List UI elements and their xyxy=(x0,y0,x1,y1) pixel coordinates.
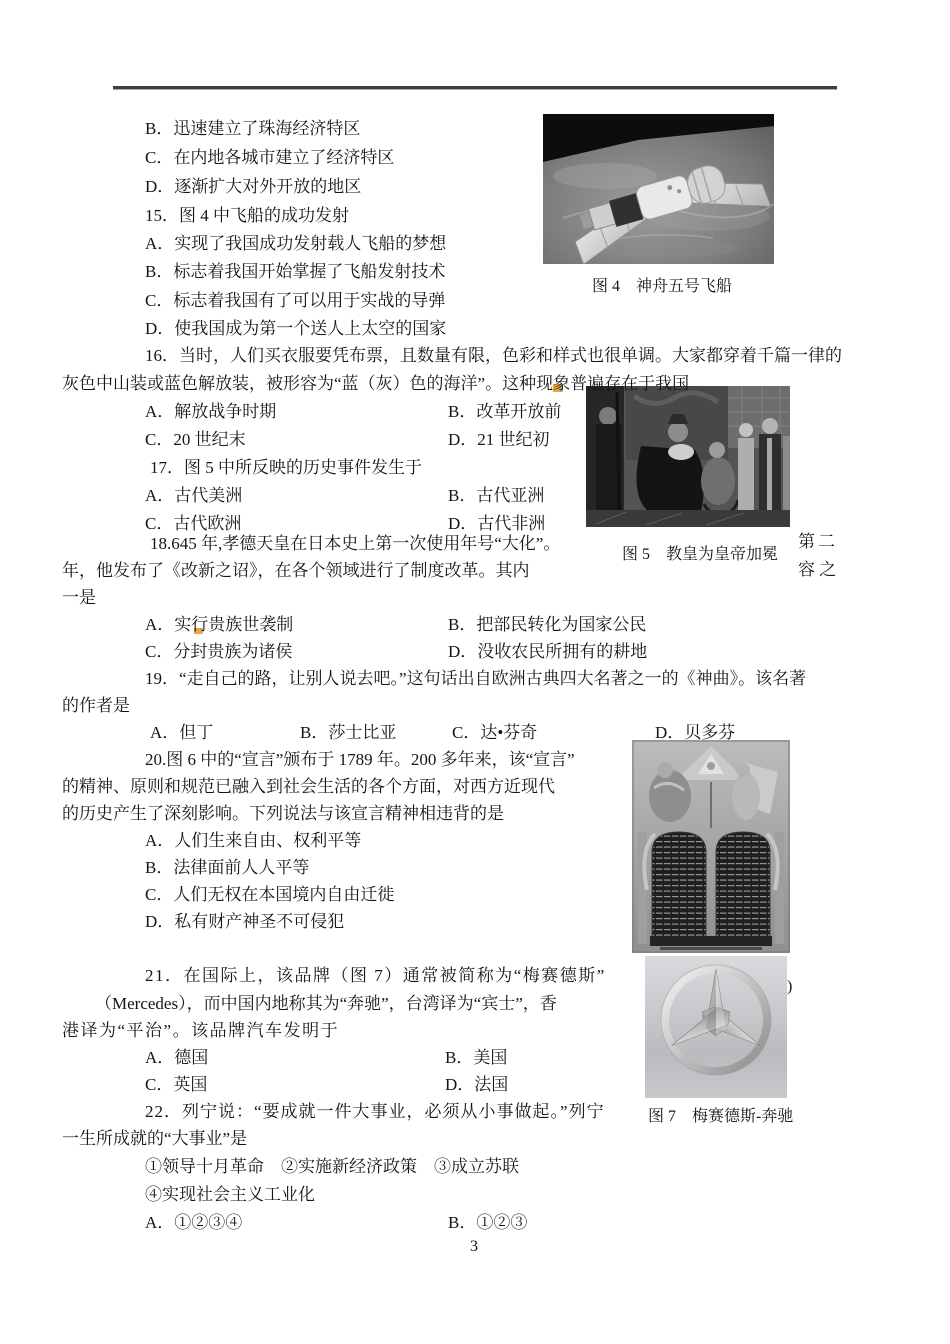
figure4-caption: 图 4 神舟五号飞船 xyxy=(592,278,733,295)
q22-stem-line1: 22．列宁说：“要成就一件大事业，必须从小事做起。”列宁 xyxy=(145,1102,605,1121)
q20-stem-line1: 20.图 6 中的“宣言”颁布于 1789 年。200 多年来，该“宣言” xyxy=(145,750,575,769)
q19-option-c: C．达•芬奇 xyxy=(452,723,538,742)
q16-option-d: D．21 世纪初 xyxy=(448,430,550,449)
q16-option-c: C．20 世纪末 xyxy=(145,430,246,449)
q18-option-c: C．分封贵族为诸侯 xyxy=(145,642,293,661)
q18-option-a: A．实行贵族世袭制 xyxy=(145,615,294,634)
q18-option-b: B．把部民转化为国家公民 xyxy=(448,615,647,634)
page-number: 3 xyxy=(470,1238,478,1255)
figure5-coronation-painting-image xyxy=(586,386,790,527)
q19-option-d: D．贝多芬 xyxy=(655,723,736,742)
q22-option-a: A．①②③④ xyxy=(145,1213,243,1232)
q14-option-b: B．迅速建立了珠海经济特区 xyxy=(145,119,361,138)
q15-stem: 15．图 4 中飞船的成功发射 xyxy=(145,206,349,225)
q21-stem-line2: （Mercedes），而中国内地称其为“奔驰”，台湾译为“宾士”，香 xyxy=(95,994,557,1013)
q14-option-d: D．逐渐扩大对外开放的地区 xyxy=(145,177,362,196)
q20-option-b: B．法律面前人人平等 xyxy=(145,858,310,877)
q17-option-b: B．古代亚洲 xyxy=(448,486,545,505)
q21-option-b: B．美国 xyxy=(445,1048,508,1067)
q21-stem-line3: 港译为“平治”。该品牌汽车发明于 xyxy=(62,1021,340,1040)
q19-option-b: B．莎士比亚 xyxy=(300,723,397,742)
q18-option-d: D．没收农民所拥有的耕地 xyxy=(448,642,648,661)
q22-stem-line2: 一生所成就的“大事业”是 xyxy=(62,1129,248,1148)
q17-option-a: A．古代美洲 xyxy=(145,486,243,505)
q15-option-a: A．实现了我国成功发射载人飞船的梦想 xyxy=(145,234,447,253)
q22-items-line2: ④实现社会主义工业化 xyxy=(145,1185,315,1204)
q21-option-a: A．德国 xyxy=(145,1048,209,1067)
q18-stem-line2-cont: 容 之 xyxy=(798,560,837,579)
q16-option-a: A．解放战争时期 xyxy=(145,402,277,421)
q19-stem-line1: 19．“走自己的路，让别人说去吧。”这句话出自欧洲古典四大名著之一的《神曲》。该名著 xyxy=(145,669,807,688)
q18-stem-line3: 一是 xyxy=(62,588,96,607)
q22-option-b: B．①②③ xyxy=(448,1213,528,1232)
q14-option-c: C．在内地各城市建立了经济特区 xyxy=(145,148,395,167)
q18-stem-line2: 年，他发布了《改新之诏》，在各个领域进行了制度改革。其内 xyxy=(62,561,530,580)
q19-option-a: A．但丁 xyxy=(150,723,214,742)
q17-option-c: C．古代欧洲 xyxy=(145,514,242,533)
q20-option-d: D．私有财产神圣不可侵犯 xyxy=(145,912,345,931)
q18-stem-line1: 18.645 年,孝德天皇在日本史上第一次使用年号“大化”。 xyxy=(150,534,561,553)
figure7-caption: 图 7 梅赛德斯-奔驰 xyxy=(648,1108,794,1125)
q19-stem-line2: 的作者是 xyxy=(62,696,130,715)
q15-option-d: D．使我国成为第一个送人上太空的国家 xyxy=(145,319,447,338)
q22-items-line1: ①领导十月革命 ②实施新经济政策 ③成立苏联 xyxy=(145,1157,519,1176)
header-rule xyxy=(113,86,837,90)
q15-option-c: C．标志着我国有了可以用于实战的导弹 xyxy=(145,291,446,310)
q20-stem-line2: 的精神、原则和规范已融入到社会生活的各个方面，对西方近现代 xyxy=(62,777,555,796)
q17-option-d: D．古代非洲 xyxy=(448,514,546,533)
figure6-declaration-document-image xyxy=(632,740,790,953)
q17-stem: 17．图 5 中所反映的历史事件发生于 xyxy=(150,458,422,477)
q18-stem-line1-cont: 第二 xyxy=(798,532,838,551)
figure4-shenzhou-spacecraft-image xyxy=(543,114,774,264)
q21-option-d: D．法国 xyxy=(445,1075,509,1094)
q21-stem-line1: 21．在国际上，该品牌（图 7）通常被简称为“梅赛德斯” xyxy=(145,966,606,985)
q20-option-c: C．人们无权在本国境内自由迁徙 xyxy=(145,885,395,904)
q16-stem-line2: 灰色中山装或蓝色解放装，被形容为“蓝（灰）色的海洋”。这种现象普遍存在于我国 xyxy=(62,374,690,393)
q16-option-b: B．改革开放前 xyxy=(448,402,562,421)
stray-paren: ) xyxy=(787,978,793,995)
q15-option-b: B．标志着我国开始掌握了飞船发射技术 xyxy=(145,262,446,281)
q20-stem-line3: 的历史产生了深刻影响。下列说法与该宣言精神相违背的是 xyxy=(62,804,504,823)
q20-option-a: A．人们生来自由、权利平等 xyxy=(145,831,362,850)
q21-option-c: C．英国 xyxy=(145,1075,208,1094)
q16-stem-line1: 16．当时，人们买衣服要凭布票，且数量有限，色彩和样式也很单调。大家都穿着千篇一律的 xyxy=(145,346,842,365)
figure7-mercedes-logo-image xyxy=(645,956,787,1098)
figure5-caption: 图 5 教皇为皇帝加冕 xyxy=(622,546,779,563)
